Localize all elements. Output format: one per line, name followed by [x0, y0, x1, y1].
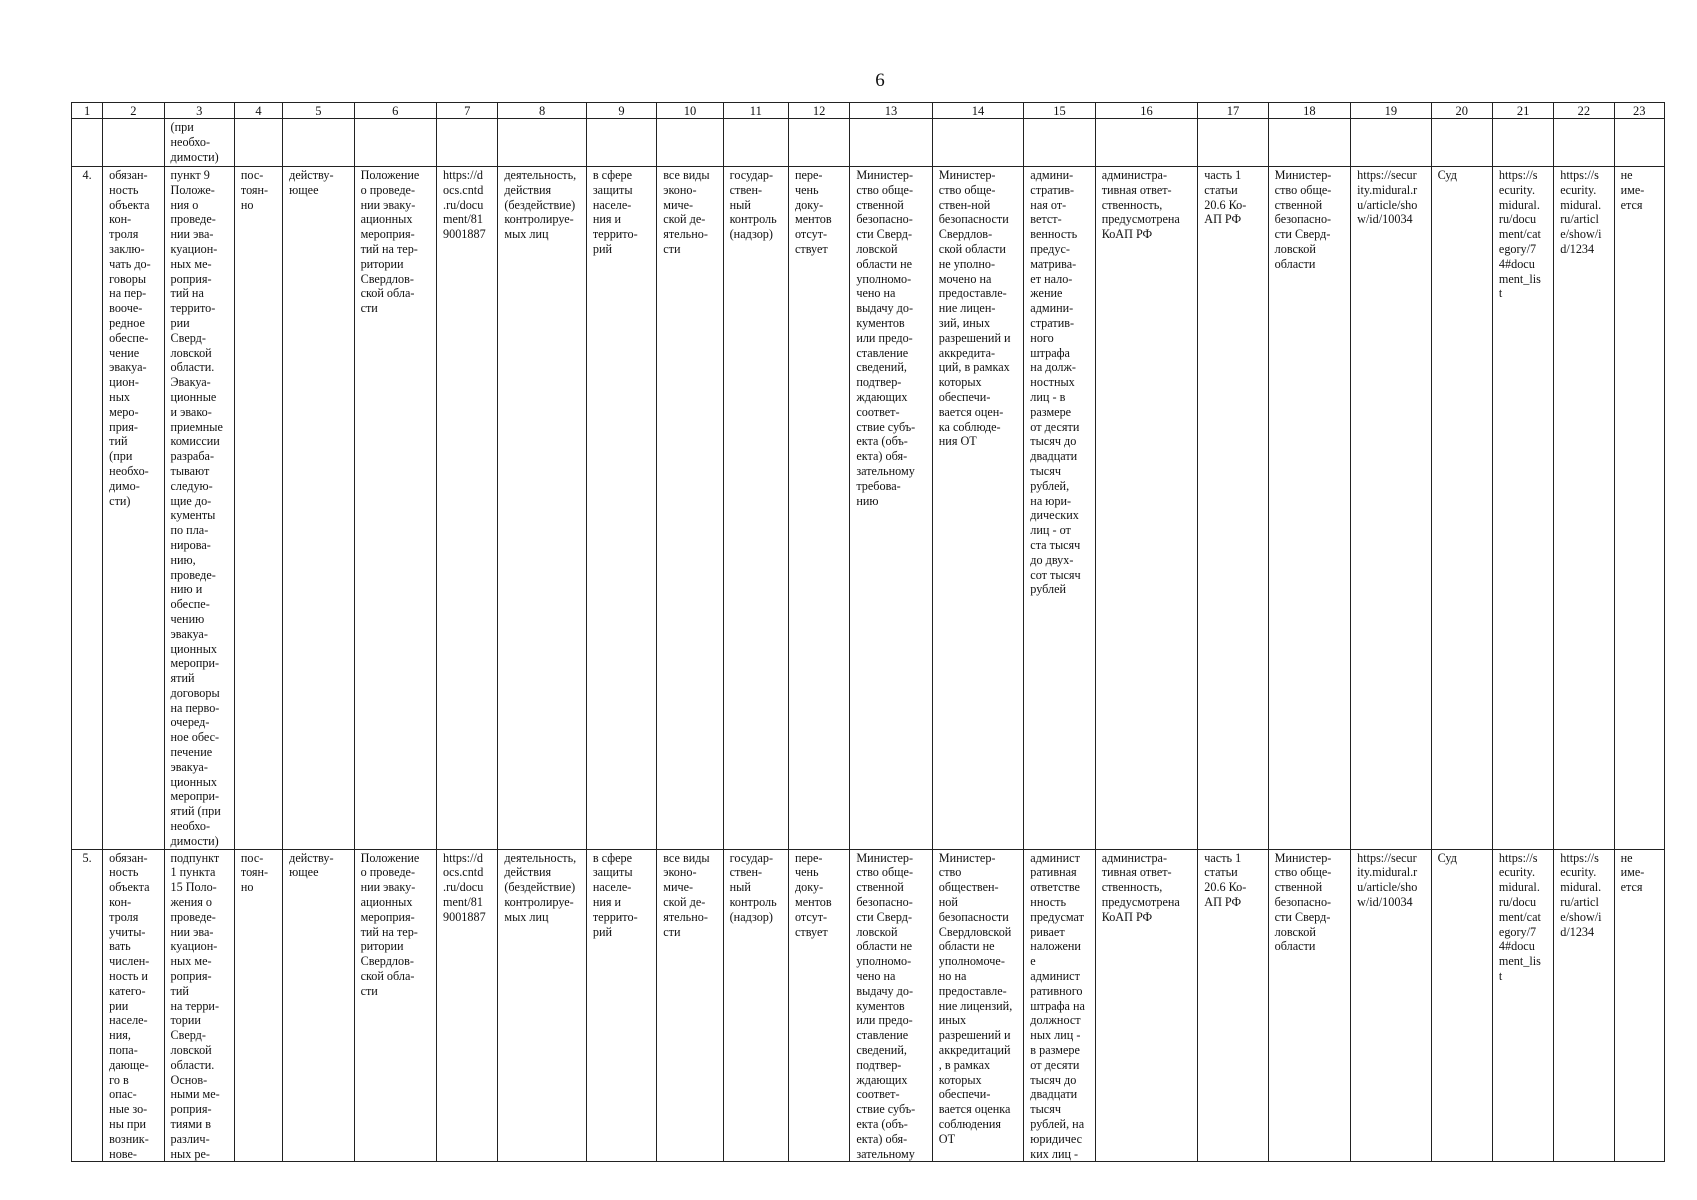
guidance-link-cell[interactable]: https://s ecurity. midural. ru/docu ment/cat egory/7 4#docu ment_lis t	[1492, 167, 1553, 850]
act-link-cell[interactable]: https://d ocs.cntd .ru/docu ment/81 9001887	[437, 849, 498, 1162]
act-name-cell: Положение о проведе- нии эваку- ационных мероприя- тий на тер- ритории Свердлов- ской обла- сти	[354, 849, 436, 1162]
row-number: 5.	[72, 849, 103, 1162]
liability-description-cell: админи- стратив- ная от- ветст- венность предус- матрива- ет нало- жение админи- стратив- ного штрафа на долж- ностных лиц - в размере от десяти тысяч до двадцати тысяч рублей, на юри- дических лиц - от ста тысяч до двух- сот тысяч рублей	[1024, 167, 1095, 850]
liability-description-cell: админист ративная ответстве нность предусмат ривает наложени е админист ративного штрафа на должност ных лиц - в размере от десяти тысяч до двадцати тысяч рублей, на юридичес ких лиц -	[1024, 849, 1095, 1162]
info-link-cell[interactable]: https://s ecurity. midural. ru/articl e/show/i d/1234	[1554, 167, 1614, 850]
documents-cell: пере- чень доку- ментов отсут- ствует	[788, 849, 849, 1162]
column-header: 4	[234, 103, 282, 119]
court-cell: Суд	[1431, 849, 1492, 1162]
column-header: 19	[1351, 103, 1431, 119]
column-header: 12	[788, 103, 849, 119]
info-link-cell[interactable]: https://s ecurity. midural. ru/articl e/show/i d/1234	[1554, 849, 1614, 1162]
authority-documents-cell: Министер- ство обще- ственной безопасно- сти Сверд- ловской области не уполномо- чено на выдачу до- кументов или предо- ставление сведений, подтвер- ждающих соответ- ствие субъ- екта (объ- екта) обя- зательному	[850, 849, 932, 1162]
requirement-cell: обязан- ность объекта кон- троля заклю- чать до- говоры на пер- вооче- редное обеспе- чение эвакуа- цион- ных меро- прия- тий (при необхо- димо- сти)	[103, 167, 164, 850]
control-object-cell: деятельность, действия (бездействие) контролируе- мых лиц	[498, 849, 587, 1162]
table-cell	[723, 119, 788, 167]
control-type-cell: государ- ствен- ный контроль (надзор)	[723, 167, 788, 850]
term-cell: пос- тоян- но	[234, 849, 282, 1162]
table-row	[72, 849, 1665, 1162]
column-header: 18	[1268, 103, 1350, 119]
column-header: 22	[1554, 103, 1614, 119]
body-link-cell[interactable]: https://secur ity.midural.r u/article/sho w/id/10034	[1351, 849, 1431, 1162]
table-cell	[932, 119, 1024, 167]
row-number: 4.	[72, 167, 103, 850]
column-header: 21	[1492, 103, 1553, 119]
table-cell	[1268, 119, 1350, 167]
column-header: 10	[657, 103, 723, 119]
court-cell: Суд	[1431, 167, 1492, 850]
table-cell	[354, 119, 436, 167]
authority-licenses-cell: Министер- ство обществен- ной безопасности Свердловской области не уполномоче- но на предоставле- ние лицензий, иных разрешений и аккредитаций , в рамках которых обеспечи- вается оценка соблюдения ОТ	[932, 849, 1024, 1162]
table-cell	[1492, 119, 1553, 167]
table-cell	[283, 119, 354, 167]
documents-cell: пере- чень доку- ментов отсут- ствует	[788, 167, 849, 850]
liability-article-cell: часть 1 статьи 20.6 Ко- АП РФ	[1198, 167, 1268, 850]
table-cell	[72, 119, 103, 167]
column-header: 16	[1095, 103, 1198, 119]
column-header: 2	[103, 103, 164, 119]
requirement-cell: обязан- ность объекта кон- троля учиты- вать числен- ность и катего- рии населе- ния, попа- дающе- го в опас- ные зо- ны при возник- нове-	[103, 849, 164, 1162]
legal-basis-cell: пункт 9 Положе- ния о проведе- нии эва- куацион- ных ме- роприя- тий на террито- рии Сверд- ловской области. Эвакуа- ционные и эвако- приемные комиссии разраба- тывают следую- щие до- кументы по пла- нирова- нию, проведе- нию и обеспе- чению эвакуа- ционных меропри- ятий договоры на перво- очеред- ное обес- печение эвакуа- ционных меропри- ятий (при необхо- димости)	[164, 167, 234, 850]
column-header: 6	[354, 103, 436, 119]
table-cell	[498, 119, 587, 167]
control-object-cell: деятельность, действия (бездействие) контролируе- мых лиц	[498, 167, 587, 850]
table-cell	[850, 119, 932, 167]
control-type-cell: государ- ствен- ный контроль (надзор)	[723, 849, 788, 1162]
column-header: 17	[1198, 103, 1268, 119]
column-header: 11	[723, 103, 788, 119]
activity-cell: все виды эконо- миче- ской де- ятельно- сти	[657, 167, 723, 850]
table-row	[72, 167, 1665, 850]
table-cell	[1614, 119, 1664, 167]
authority-licenses-cell: Министер- ство обще- ствен-ной безопасности Свердлов- ской области не уполно- мочено на предоставле- ние лицен- зий, иных разрешений и аккредита- ций, в рамках которых обеспечи- вается оцен- ка соблюде- ния ОТ	[932, 167, 1024, 850]
column-header: 20	[1431, 103, 1492, 119]
column-header: 5	[283, 103, 354, 119]
table-cell	[234, 119, 282, 167]
table-cell	[437, 119, 498, 167]
status-cell: действу- ющее	[283, 849, 354, 1162]
activity-cell: все виды эконо- миче- ской де- ятельно- сти	[657, 849, 723, 1162]
column-header: 9	[586, 103, 656, 119]
guidance-link-cell[interactable]: https://s ecurity. midural. ru/docu ment/cat egory/7 4#docu ment_lis t	[1492, 849, 1553, 1162]
liability-article-cell: часть 1 статьи 20.6 Ко- АП РФ	[1198, 849, 1268, 1162]
table-cell	[1554, 119, 1614, 167]
term-cell: пос- тоян- но	[234, 167, 282, 850]
table-cell: (при необхо- димости)	[164, 119, 234, 167]
document-table	[71, 102, 1665, 1162]
column-header: 14	[932, 103, 1024, 119]
header-row	[72, 103, 1665, 119]
table-cell	[1198, 119, 1268, 167]
table-cell	[657, 119, 723, 167]
act-name-cell: Положение о проведе- нии эваку- ационных мероприя- тий на тер- ритории Свердлов- ской обла- сти	[354, 167, 436, 850]
legal-basis-cell: подпункт 1 пункта 15 Поло- жения о проведе- нии эва- куацион- ных ме- роприя- тий на терри- тории Сверд- ловской области. Основ- ными ме- роприя- тиями в различ- ных ре-	[164, 849, 234, 1162]
column-header: 13	[850, 103, 932, 119]
column-header: 1	[72, 103, 103, 119]
authority-documents-cell: Министер- ство обще- ственной безопасно- сти Сверд- ловской области не уполномо- чено на выдачу до- кументов или предо- ставление сведений, подтвер- ждающих соответ- ствие субъ- екта (объ- екта) обя- зательному требова- нию	[850, 167, 932, 850]
table-cell	[586, 119, 656, 167]
liability-type-cell: администра- тивная ответ- ственность, предусмотрена КоАП РФ	[1095, 849, 1198, 1162]
notes-cell: не име- ется	[1614, 167, 1664, 850]
act-link-cell[interactable]: https://d ocs.cntd .ru/docu ment/81 9001887	[437, 167, 498, 850]
table-cell	[1431, 119, 1492, 167]
liability-type-cell: администра- тивная ответ- ственность, предусмотрена КоАП РФ	[1095, 167, 1198, 850]
column-header: 23	[1614, 103, 1664, 119]
table-cell	[1351, 119, 1431, 167]
control-body-cell: Министер- ство обще- ственной безопасно- сти Сверд- ловской области	[1268, 167, 1350, 850]
control-body-cell: Министер- ство обще- ственной безопасно- сти Сверд- ловской области	[1268, 849, 1350, 1162]
status-cell: действу- ющее	[283, 167, 354, 850]
table-row-continuation	[72, 119, 1665, 167]
page-number: 6	[875, 70, 885, 91]
column-header: 3	[164, 103, 234, 119]
table-cell	[1095, 119, 1198, 167]
sphere-cell: в сфере защиты населе- ния и террито- рий	[586, 167, 656, 850]
table-cell	[1024, 119, 1095, 167]
table-cell	[103, 119, 164, 167]
notes-cell: не име- ется	[1614, 849, 1664, 1162]
sphere-cell: в сфере защиты населе- ния и террито- рий	[586, 849, 656, 1162]
body-link-cell[interactable]: https://secur ity.midural.r u/article/sho w/id/10034	[1351, 167, 1431, 850]
column-header: 7	[437, 103, 498, 119]
table-cell	[788, 119, 849, 167]
column-header: 15	[1024, 103, 1095, 119]
column-header: 8	[498, 103, 587, 119]
